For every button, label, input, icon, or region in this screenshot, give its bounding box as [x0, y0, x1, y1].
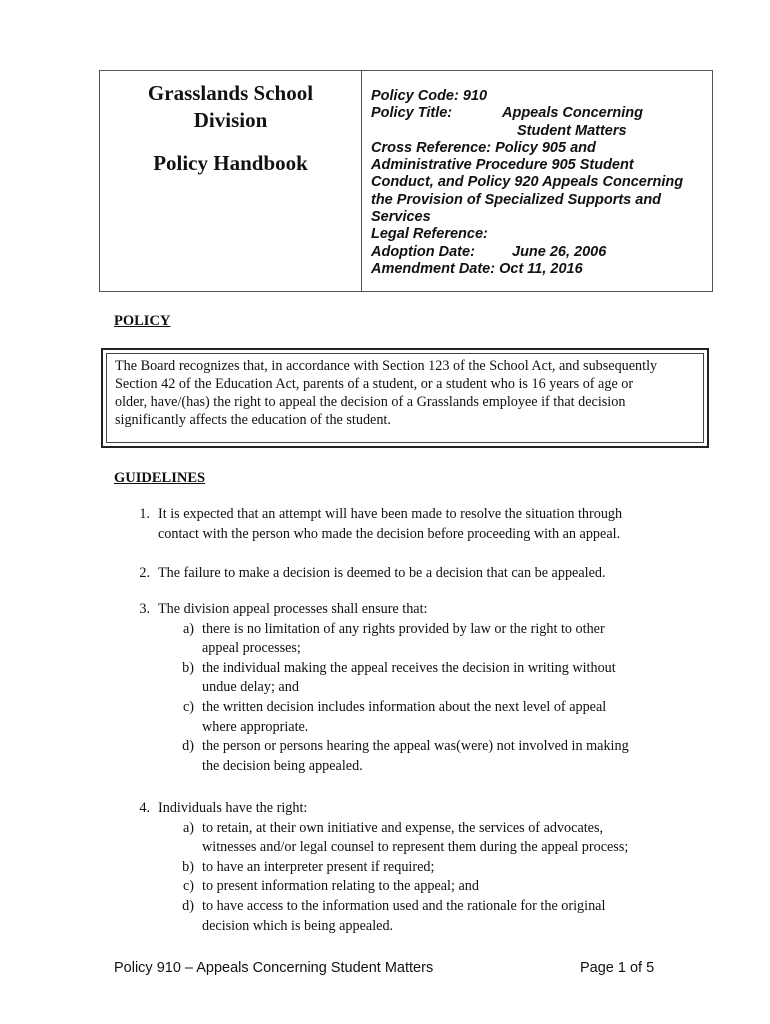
guidelines-heading: GUIDELINES [114, 470, 206, 486]
sub-text: where appropriate. [202, 718, 309, 735]
sub-letter: c) [182, 698, 194, 715]
cross-ref-2: Administrative Procedure 905 Student [371, 157, 634, 174]
footer-page-number: Page 1 of 5 [580, 960, 655, 976]
policy-title-row [371, 105, 706, 122]
adoption-date: June 26, 2006 [512, 243, 607, 260]
sub-letter: d) [182, 897, 194, 914]
sub-item [114, 737, 674, 776]
cross-ref-3: Conduct, and Policy 920 Appeals Concerning [371, 174, 684, 191]
sub-text: to present information relating to the appeal; and [202, 878, 479, 895]
guideline-item-1 [114, 505, 674, 544]
policy-heading: POLICY [114, 313, 171, 329]
policy-title-line2: Student Matters [517, 122, 627, 139]
sub-text: the individual making the appeal receives the decision in writing without [202, 659, 616, 676]
policy-line: The Board recognizes that, in accordance with Section 123 of the School Act, and subsequently [115, 358, 658, 374]
policy-statement [115, 357, 700, 429]
sub-text: decision which is being appealed. [202, 917, 394, 934]
guideline-item-2 [114, 564, 674, 584]
sub-item [114, 698, 674, 737]
sub-text: the decision being appealed. [202, 757, 363, 774]
policy-title-value: Appeals Concerning [502, 105, 643, 122]
sub-text: to have access to the information used and the rationale for the original [202, 897, 606, 914]
sub-text: appeal processes; [202, 640, 301, 657]
item-text: contact with the person who made the decision before proceeding with an appeal. [158, 525, 621, 542]
item-text: The division appeal processes shall ensure that: [158, 601, 428, 617]
item-text: The failure to make a decision is deemed to be a decision that can be appealed. [158, 565, 606, 581]
item-text: Individuals have the right: [158, 800, 308, 816]
header-policy-info [371, 88, 706, 278]
adoption-row [371, 244, 706, 261]
sub-text: witnesses and/or legal counsel to represent them during the appeal process; [202, 839, 629, 856]
policy-line: significantly affects the education of the student. [115, 412, 391, 428]
sub-letter: a) [182, 620, 194, 637]
org-name-line1: Grasslands School [147, 81, 314, 105]
cross-ref-1: Cross Reference: Policy 905 and [371, 139, 596, 156]
cross-ref-4: the Provision of Specialized Supports and [371, 191, 662, 208]
item-number: 2. [139, 565, 150, 581]
footer-policy-title: Policy 910 – Appeals Concerning Student Matters [114, 960, 434, 976]
policy-title-label: Policy Title: [371, 105, 453, 122]
sub-text: undue delay; and [202, 679, 299, 696]
policy-line: Section 42 of the Education Act, parents of a student, or a student who is 16 years of age or [115, 376, 634, 392]
legal-reference: Legal Reference: [371, 226, 488, 243]
item-number: 3. [139, 601, 150, 617]
sub-item [114, 819, 674, 858]
adoption-label: Adoption Date: [371, 243, 475, 260]
header-org-block [100, 80, 361, 177]
sub-letter: d) [182, 738, 194, 755]
item-text: It is expected that an attempt will have been made to resolve the situation through [158, 506, 623, 522]
org-name-line2: Division [193, 108, 268, 132]
guideline-item-4 [114, 799, 674, 936]
sub-letter: a) [182, 819, 194, 836]
amendment-date: Amendment Date: Oct 11, 2016 [371, 260, 583, 277]
sub-text: to retain, at their own initiative and expense, the services of advocates, [202, 819, 604, 836]
sub-item [114, 858, 674, 878]
sub-item [114, 877, 674, 897]
sub-letter: b) [182, 659, 194, 676]
sub-letter: b) [182, 858, 194, 875]
sub-text: the written decision includes information about the next level of appeal [202, 698, 607, 715]
sub-text: to have an interpreter present if required; [202, 858, 435, 875]
sub-item [114, 897, 674, 936]
sub-item [114, 620, 674, 659]
item-number: 4. [139, 800, 150, 816]
policy-line: older, have/(has) the right to appeal the decision of a Grasslands employee if that decision [115, 394, 626, 410]
sub-text: there is no limitation of any rights provided by law or the right to other [202, 620, 605, 637]
guideline-item-3 [114, 600, 674, 776]
sub-letter: c) [182, 878, 194, 895]
item-number: 1. [139, 506, 150, 522]
sub-text: the person or persons hearing the appeal was(were) not involved in making [202, 738, 629, 755]
handbook-title: Policy Handbook [153, 151, 308, 175]
header-divider [361, 70, 362, 292]
cross-ref-5: Services [371, 209, 431, 226]
sub-item [114, 659, 674, 698]
policy-code: Policy Code: 910 [371, 88, 488, 104]
